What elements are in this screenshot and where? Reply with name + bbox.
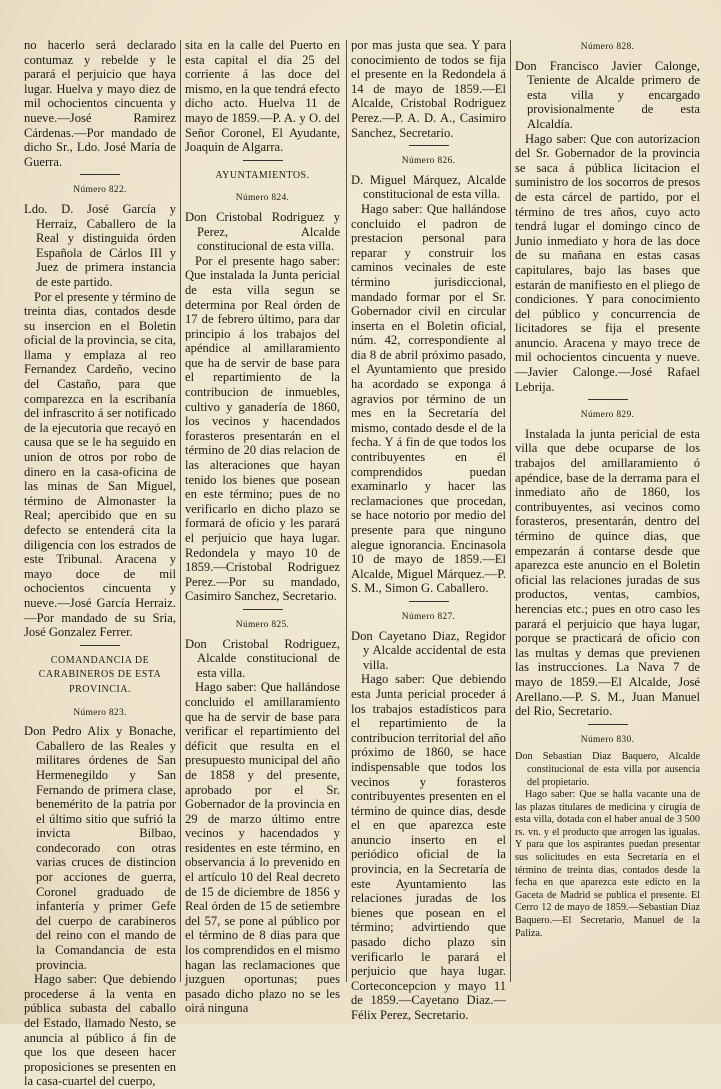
notice-heading: Don Cayetano Diaz, Regidor y Alcalde accidental de esta villa. bbox=[351, 628, 506, 672]
text-paragraph: Hago saber: Que con autorizacion del Sr. Gobernador de la provincia se saca á pública licitacion el suministro de los socorros de presos de esta cárcel de partido, por el término de tres años, cuyo acto tendrá lugar el domingo cinco de Junio inmediato y hora de las doce de su mañana en estas casas capitulares, bajo las bases que estarán de manifiesto en el pliego de condiciones. Y para conocimiento del público y concurrencia de licitadores se fija el presente anuncio. Aracena y mayo trece de mil ochocientos cincuenta y nueve.—Javier Calonge.—José Rafael Lebrija. bbox=[515, 131, 700, 394]
column-rule bbox=[346, 40, 347, 982]
notice-number: Número 825. bbox=[235, 619, 290, 630]
notice-heading: Ldo. D. José García y Herraiz, Caballero de la Real y distinguida órden Española de Cárlos III y Juez de primera instancia de este partido. bbox=[24, 201, 176, 289]
separator bbox=[409, 601, 449, 602]
text-paragraph: sita en la calle del Puerto en esta capital el dia 25 del corriente á las doce del mismo, en la que tendrá efecto dicho acto. Huelva 11 de mayo de 1859.—P. A. y O. del Señor Coronel, El Ayudante, Joaquin de Algarra. bbox=[185, 38, 340, 155]
text-paragraph: por mas justa que sea. Y para conocimiento de todos se fija el presente en la Redondela á 14 de mayo de 1859.—El Alcalde, Cristobal Rodriguez Perez.—P. A. D. A., Casimiro Sanchez, Secretario. bbox=[351, 38, 506, 140]
column-4 bbox=[515, 38, 700, 940]
text-paragraph: Instalada la junta pericial de esta villa que debe ocuparse de los trabajos del amillaramiento ó apéndice, base de la derrama para el inmediato año de 1860, los contribuyentes, asi vecinos como forasteros, presentarán, dentro del término de quince dias, que empezarán á contarse desde que aparezca este anuncio en el Boletin oficial las relaciones juradas de sus productos, ventas, cambios, herencias etc.; pues en otro caso les parará el perjuicio que haya lugar, porque se practicará de oficio con las multas y demas que previenen las instrucciones. La Nava 7 de mayo de 1859.—El Alcalde, José Arellano.—P. S. M., Juan Manuel del Rio, Secretario. bbox=[515, 426, 700, 719]
notice-heading: Don Pedro Alix y Bonache, Caballero de las Reales y militares órdenes de San Hermenegildo y San Fernando de primera clase, benemérito de la patria por el último sitio que sufrió la invicta Bilbao, condecorado con otras varias cruces de distincion por acciones de guerra, Coronel graduado de infantería y primer Gefe del cuerpo de carabineros del reino con el mando de la Comandancia de esta provincia. bbox=[24, 724, 176, 972]
section-heading: AYUNTAMIENTOS. bbox=[215, 169, 310, 181]
separator bbox=[80, 645, 120, 646]
notice-heading: Don Francisco Javier Calonge, Teniente de Alcalde primero de esta villa y encargado provisionalmente de esta Alcaldía. bbox=[515, 58, 700, 131]
notice-number: Número 830. bbox=[580, 734, 635, 745]
text-paragraph: Por el presente hago saber: Que instalada la Junta pericial de esta villa segun se determina por Real órden de 17 de febrero último, para dar principio á los trabajos del apéndice al amillaramiento que ha de servir de base para el repartimiento de la contribucion de inmuebles, cultivo y ganadería de 1860, los vecinos y hacendados forasteros presentarán en el término de 20 dias relacion de las alteraciones que hayan tenido los bienes que posean en este término; pues de no verificarlo en dicho plazo se formará de oficio y les parará el perjuicio que haya lugar. Redondela y mayo 10 de 1859.—Cristobal Rodriguez Perez.—Por su mandado, Casimiro Sanchez, Secretario. bbox=[185, 253, 340, 604]
notice-heading: Don Sebastian Diaz Baquero, Alcalde constitucional de esta villa por ausencia del propietario. bbox=[515, 751, 700, 788]
separator bbox=[80, 174, 120, 175]
notice-number: Número 828. bbox=[580, 42, 635, 52]
column-rule bbox=[510, 40, 511, 982]
text-paragraph: Por el presente y término de treinta dias, contados desde su insercion en el Boletin oficial de la provincia, se cita, llama y emplaza al reo Fernandez Cardeño, vecino del Castaño, para que comparezca en la escribanía del infrascrito á ser notificado de la ejecutoria que recayó en causa que se le ha seguido en union de otros por robo de dinero en la casa-oficina de las minas de San Miguel, término de Almonaster la Real; apercibido que en su defecto se entenderá cita la diligencia con los estrados de este Tribunal. Aracena y mayo doce de mil ochocientos cincuenta y nueve.—José García Herraiz.—Por mandado de su Sria, José Gonzalez Ferrer. bbox=[24, 289, 176, 640]
notice-number: Número 822. bbox=[73, 185, 127, 196]
separator bbox=[243, 160, 283, 161]
notice-number: Número 829. bbox=[580, 410, 635, 421]
notice-number: Número 823. bbox=[73, 707, 127, 718]
notice-number: Número 827. bbox=[401, 611, 456, 622]
text-paragraph: Hago saber: Que se halla vacante una de las plazas titulares de medicina y cirugía de esta villa, dotada con el haber anual de 3 500 rs. vn. y el producto que arrogen las igualas. Y para que los aspirantes puedan presentar sus solicitudes en esta Secretaría en el término de treinta dias, contados desde la fecha en que aparezca este edicto en la Gaceta de Madrid se publica el presente. El Cerro 12 de mayo de 1859.—Sebastian Diaz Baquero.—El Secretario, Manuel de la Paliza. bbox=[515, 789, 700, 939]
text-paragraph: Hago saber: Que hallándose concluido el padron de prestacion personal para reparar y construir los caminos vecinales de este término jurisdiccional, mandado formar por el Sr. Gobernador civil en circular inserta en el Boletin oficial, núm. 42, correspondiente al dia 8 de abril próximo pasado, el Ayuntamiento que presido ha acordado se exponga á agravios por término de un mes en la Secretaría del mismo, contado desde el de la fecha. Y á fin de que todos los contribuyentes en él comprendidos puedan examinarlo y hacer las reclamaciones que procedan, se hace notorio por medio del presente para que ninguno alegue ignorancia. Encinasola 10 de mayo de 1859.—El Alcalde, Miguel Márquez.—P. S. M., Simon G. Caballero. bbox=[351, 201, 506, 596]
column-3 bbox=[351, 38, 506, 1023]
notice-heading: Don Cristobal Rodriguez, Alcalde constitucional de esta villa. bbox=[185, 636, 340, 680]
column-rule bbox=[180, 40, 181, 982]
section-heading: COMANDANCIA DE CARABINEROS DE ESTA PROVINCIA. bbox=[38, 654, 162, 695]
separator bbox=[588, 724, 628, 725]
notice-number: Número 824. bbox=[235, 193, 290, 204]
column-1 bbox=[24, 38, 176, 1089]
notice-heading: D. Miguel Márquez, Alcalde constitucional de esta villa. bbox=[351, 172, 506, 202]
separator bbox=[409, 145, 449, 146]
notice-number: Número 826. bbox=[401, 156, 456, 167]
text-paragraph: Hago saber: Que hallándose concluido el amillaramiento que ha de servir de base para verificar el repartimiento del déficit que resulta en el presupuesto municipal del año de 1858 y del presente, aprobado por el Sr. Gobernador de la provincia en 29 de marzo último entre vecinos y hacendados y residentes en este término, en observancia á lo prevenido en el artículo 10 del Real decreto de 15 de diciembre de 1856 y Real órden de 15 de setiembre del 57, se pone al público por el término de 8 dias para que los comprendidos en el mismo hagan las reclamaciones que juzguen oportunas; pues pasado dicho plazo no se les oirá ninguna bbox=[185, 680, 340, 1016]
text-paragraph: Hago saber: Que debiendo esta Junta pericial proceder á los trabajos estadísticos para el repartimiento de la contribucion territorial del año próximo de 1860, se hace indispensable que todos los vecinos y forasteros contribuyentes presenten en el término de quince dias, desde el en que aparezca este anuncio inserto en el periódico oficial de la provincia, en la Secretaría de este Ayuntamiento las relaciones juradas de los bienes que posean en el término; advirtiendo que pasado dicho plazo sin verificarlo le parará el perjuicio que haya lugar. Corteconcepcion y mayo 11 de 1859.—Cayetano Diaz.—Félix Perez, Secretario. bbox=[351, 672, 506, 1022]
separator bbox=[243, 609, 283, 610]
text-paragraph: no hacerlo será declarado contumaz y rebelde y le parará el perjuicio que haya lugar. Huelva y mayo diez de mil ochocientos cincuenta y nueve.—José Ramirez Cárdenas.—Por mandado de dicho Sr., Ldo. José María de Guerra. bbox=[24, 38, 176, 169]
text-paragraph: Hago saber: Que debiendo procederse á la venta en pública subasta del caballo del Estado, llamado Nesto, se anuncia al público á fin de que los que deseen hacer proposiciones se presenten en la casa-cuartel del cuerpo, bbox=[24, 972, 176, 1089]
notice-heading: Don Cristobal Rodriguez y Perez, Alcalde constitucional de esta villa. bbox=[185, 209, 340, 254]
column-2 bbox=[185, 38, 340, 1016]
separator bbox=[588, 399, 628, 400]
